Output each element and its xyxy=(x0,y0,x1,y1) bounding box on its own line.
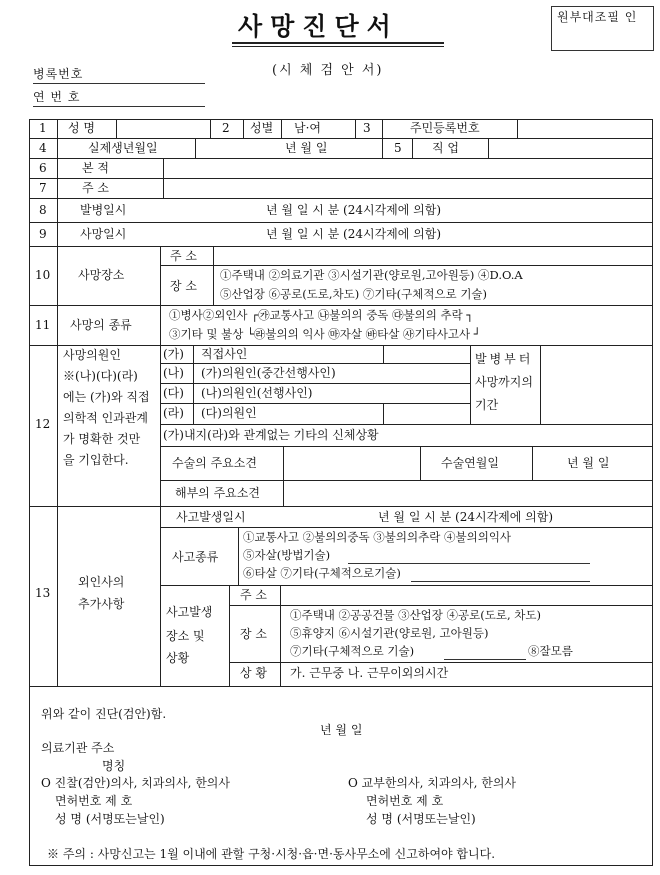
sex-label: 성별 xyxy=(250,121,274,135)
cause-key: (나) xyxy=(163,366,184,380)
row-number: 11 xyxy=(35,318,51,332)
period-label: 기간 xyxy=(475,398,499,412)
accident-time-field[interactable]: 년 월 일 시 분 (24시각제에 의함) xyxy=(378,510,554,524)
external-cause-label: 외인사의 xyxy=(78,575,125,589)
name-label: 성 명 xyxy=(68,121,95,135)
external-cause-label: 추가사항 xyxy=(78,597,125,611)
row-number: 12 xyxy=(35,417,51,431)
row-number: 2 xyxy=(222,121,230,135)
row-number: 10 xyxy=(35,268,51,282)
title-underline xyxy=(232,42,444,44)
birth-date-label: 실제생년월일 xyxy=(88,141,158,155)
death-type-options[interactable]: ①병사②외인사 ┌㉮교통사고 ㉯불의의 중독 ㉰불의의 추락 ┐ xyxy=(169,308,474,322)
surgery-date-label: 수술연월일 xyxy=(441,456,499,470)
cause-desc: 에는 (가)와 직접 xyxy=(63,390,150,404)
death-place-options[interactable]: ①주택내 ②의료기관 ③시설기관(양로원,고아원등) ④D.O.A xyxy=(220,268,523,282)
onset-time-field[interactable]: 년 월 일 시 분 (24시각제에 의함) xyxy=(266,203,442,217)
issuer-signature[interactable]: 성 명 (서명또는날인) xyxy=(366,812,476,826)
death-place-options[interactable]: ⑤산업장 ⑥공로(도로,차도) ⑦기타(구체적으로 기술) xyxy=(220,287,488,301)
death-place-label: 사망장소 xyxy=(78,268,125,282)
page-title: 사망진단서 xyxy=(238,12,399,41)
onset-time-label: 발병일시 xyxy=(80,203,127,217)
surgery-findings-label: 수술의 주요소견 xyxy=(172,456,257,470)
sex-options[interactable]: 남·여 xyxy=(294,121,321,135)
birth-date-field[interactable]: 년 월 일 xyxy=(285,141,328,155)
death-time-label: 사망일시 xyxy=(80,227,127,241)
cause-desc: ※(나)(다)(라) xyxy=(63,369,138,383)
accident-type-options[interactable]: ⑤자살(방법기술) xyxy=(243,548,331,562)
accident-place-label: 상황 xyxy=(166,651,190,665)
death-type-label: 사망의 종류 xyxy=(70,318,132,332)
resident-id-field[interactable] xyxy=(518,120,652,137)
accident-place-type-label: 장 소 xyxy=(240,627,267,641)
issuer-license: 면허번호 제 호 xyxy=(366,794,444,808)
page-subtitle: (시 체 검 안 서) xyxy=(272,63,384,78)
cause-desc: 을 기입한다. xyxy=(63,453,129,467)
accident-place-options[interactable]: ⑧잘모름 xyxy=(528,644,573,658)
accident-place-options[interactable]: ⑦기타(구체적으로 기술) xyxy=(290,644,415,658)
issuer-label: O 교부한의사, 치과의사, 한의사 xyxy=(348,776,517,790)
row-number: 1 xyxy=(39,121,47,135)
cause-desc: 가 명확한 것만 xyxy=(63,432,141,446)
examiner-signature[interactable]: 성 명 (서명또는날인) xyxy=(55,812,165,826)
institution-address-label: 의료기관 주소 xyxy=(41,741,115,755)
serial-no-label: 연 번 호 xyxy=(33,90,81,104)
period-label: 사망까지의 xyxy=(475,375,533,389)
serial-no-field[interactable] xyxy=(33,106,205,107)
cause-desc: 사망의원인 xyxy=(63,348,121,362)
situation-label: 상 황 xyxy=(240,666,267,680)
title-underline xyxy=(232,46,444,47)
issue-date[interactable]: 년 월 일 xyxy=(320,723,363,737)
cause-key: (다) xyxy=(163,386,184,400)
reg-no-field[interactable] xyxy=(33,83,205,84)
row-number: 5 xyxy=(394,141,402,155)
stamp-label: 원부대조필 인 xyxy=(557,10,638,24)
death-type-options[interactable]: ③기타 및 불상 └㉱불의의 익사 ㉲자살 ㉳타살 ㉴기타사고사 ┘ xyxy=(169,327,481,341)
cause-desc: 의학적 인과관계 xyxy=(63,411,148,425)
autopsy-findings-label: 해부의 주요소견 xyxy=(175,486,260,500)
resident-id-label: 주민등록번호 xyxy=(410,121,480,135)
accident-time-label: 사고발생일시 xyxy=(176,510,246,524)
death-time-field[interactable]: 년 월 일 시 분 (24시각제에 의함) xyxy=(266,227,442,241)
row-number: 13 xyxy=(35,586,51,600)
surgery-date-field[interactable]: 년 월 일 xyxy=(567,456,610,470)
cause-label: 직접사인 xyxy=(201,347,248,361)
accident-type-options[interactable]: ⑥타살 ⑦기타(구체적으로기술) xyxy=(243,566,401,580)
name-field[interactable] xyxy=(117,120,209,137)
row-number: 3 xyxy=(363,121,371,135)
row-number: 8 xyxy=(39,203,47,217)
row-number: 6 xyxy=(39,161,47,175)
death-place-address-label: 주 소 xyxy=(170,249,197,263)
cause-label: (가)의원인(중간선행사인) xyxy=(201,366,336,380)
accident-place-label: 장소 및 xyxy=(166,629,205,643)
accident-type-options[interactable]: ①교통사고 ②불의의중독 ③불의의추락 ④불의의익사 xyxy=(243,530,512,544)
occupation-label: 직 업 xyxy=(432,141,459,155)
cause-key: (가) xyxy=(163,347,184,361)
row-number: 7 xyxy=(39,181,47,195)
statement: 위와 같이 진단(검안)함. xyxy=(41,707,167,721)
other-conditions-label: (가)내지(라)와 관계없는 기타의 신체상황 xyxy=(163,428,379,442)
accident-place-label: 사고발생 xyxy=(166,605,213,619)
cause-label: (다)의원인 xyxy=(201,406,257,420)
row-number: 9 xyxy=(39,227,47,241)
accident-type-label: 사고종류 xyxy=(172,550,219,564)
institution-name-label: 명칭 xyxy=(102,759,126,773)
address-label: 주 소 xyxy=(82,181,109,195)
examiner-label: O 진찰(검안)의사, 치과의사, 한의사 xyxy=(41,776,230,790)
accident-place-options[interactable]: ①주택내 ②공공건물 ③산업장 ④공로(도로, 차도) xyxy=(290,608,541,622)
accident-address-label: 주 소 xyxy=(240,588,267,602)
row-number: 4 xyxy=(39,141,47,155)
accident-place-options[interactable]: ⑤휴양지 ⑥시설기관(양로원, 고아원등) xyxy=(290,626,489,640)
domicile-label: 본 적 xyxy=(82,161,109,175)
examiner-license: 면허번호 제 호 xyxy=(55,794,133,808)
cause-label: (나)의원인(선행사인) xyxy=(201,386,313,400)
period-label: 발병부터 xyxy=(475,352,534,366)
notice: ※ 주의 : 사망신고는 1월 이내에 관할 구청·시청·읍·면·동사무소에 신고하여야 합니다. xyxy=(47,847,496,861)
situation-options[interactable]: 가. 근무중 나. 근무이외의시간 xyxy=(290,666,449,680)
death-place-type-label: 장 소 xyxy=(170,279,197,293)
reg-no-label: 병록번호 xyxy=(33,67,84,81)
cause-key: (라) xyxy=(163,406,184,420)
